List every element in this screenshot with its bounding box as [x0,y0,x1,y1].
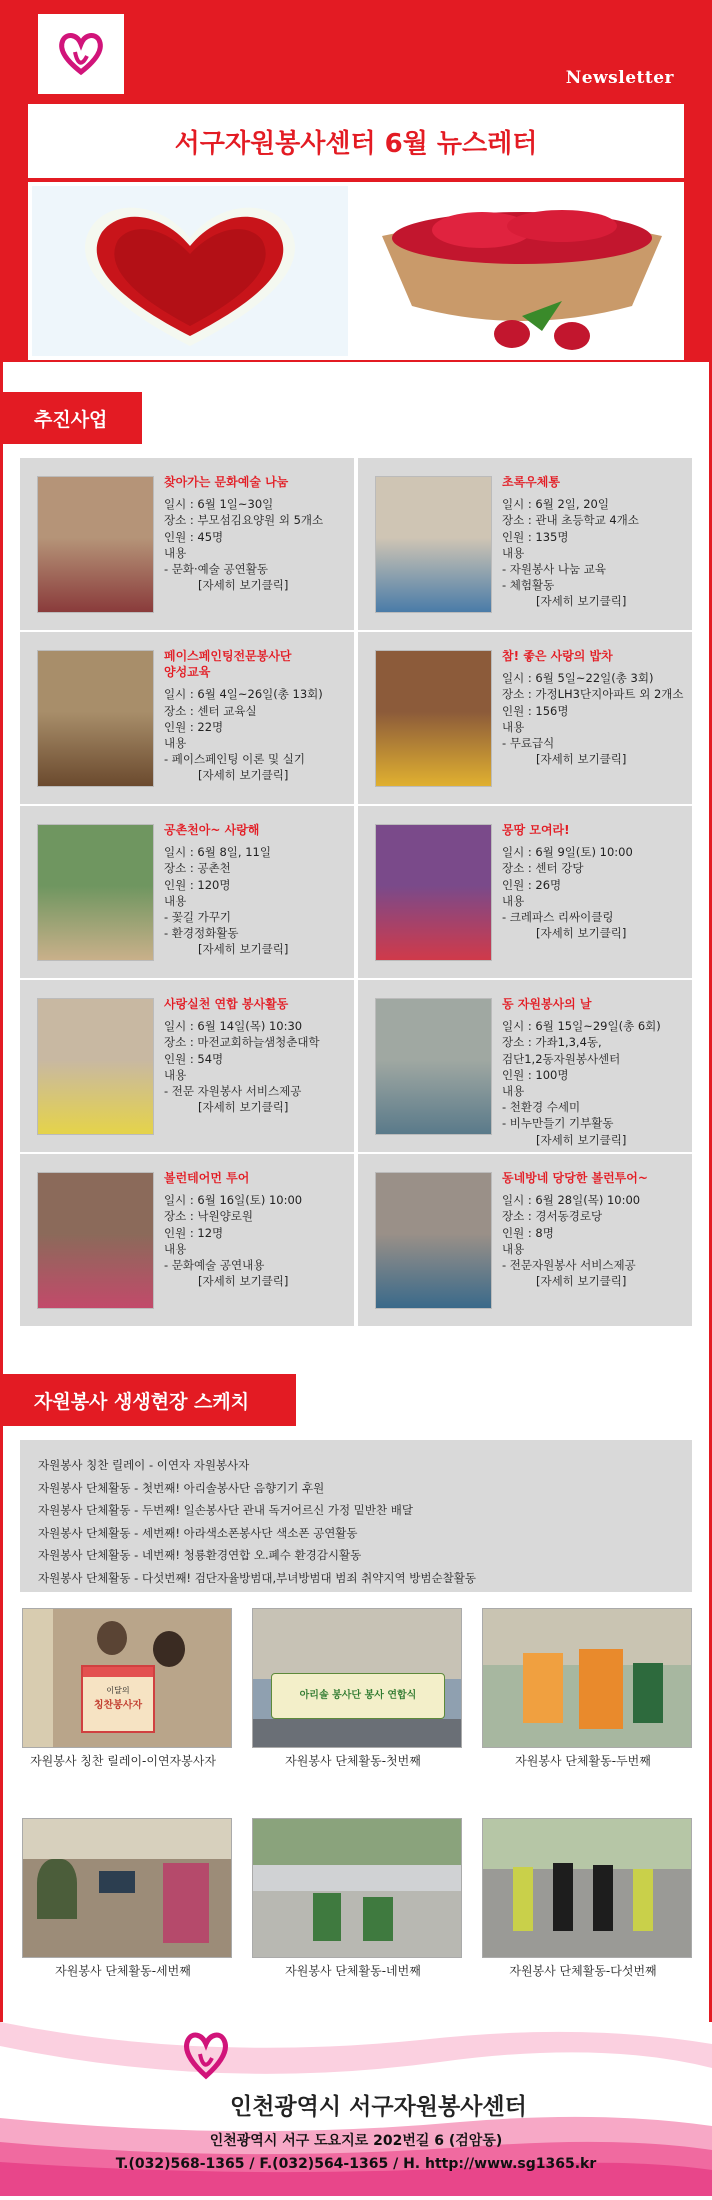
project-title: 사랑실천 연합 봉사활동 [164,997,289,1011]
project-text [164,822,348,958]
rose-heart-image [32,186,348,356]
list-item[interactable]: 자원봉사 단체활동 - 두번째! 일손봉사단 관내 독거어르신 가정 밑반찬 배달 [38,1503,413,1518]
hero-images [28,182,684,360]
project-text [502,1170,686,1289]
details-link[interactable]: [자세히 보기클릭] [536,752,627,767]
list-item[interactable]: 자원봉사 단체활동 - 세번째! 아라색소폰봉사단 색소폰 공연활동 [38,1525,358,1540]
list-item[interactable]: 자원봉사 단체활동 - 네번째! 청룡환경연합 오.폐수 환경감시활동 [38,1548,362,1563]
project-details: 일시 : 6월 1일~30일 장소 : 부모섬김요양원 외 5개소 인원 : 45명 내용 - 문화·예술 공연활동 [164,497,324,577]
project-photo[interactable] [37,476,154,613]
project-card [358,632,692,804]
footer-contact[interactable]: T.(032)568-1365 / F.(032)564-1365 / H. http://www.sg1365.kr [115,2156,597,2172]
sketch-list-box [20,1440,692,1592]
project-title: 몽땅 모여라! [502,823,570,837]
project-photo[interactable] [375,476,492,613]
footer-address: 인천광역시 서구 도요지로 202번길 6 (검암동) [209,2133,503,2149]
list-item[interactable]: 자원봉사 칭찬 릴레이 - 이연자 자원봉사자 [38,1458,250,1472]
project-text [164,474,348,593]
project-card [358,980,692,1152]
project-details: 일시 : 6월 5일~22일(총 3회) 장소 : 가정LH3단지아파트 외 2개소 인원 : 156명 내용 - 무료급식 [502,671,684,751]
details-link[interactable]: [자세히 보기클릭] [198,1274,289,1289]
project-photo[interactable] [375,1172,492,1309]
project-photo[interactable] [37,824,154,961]
praise-relay-photo[interactable] [22,1608,232,1748]
group-activity-4-photo[interactable] [252,1818,462,1958]
sketch-caption: 자원봉사 단체활동-네번째 [285,1964,421,1978]
praise-sign: 이달의 칭찬봉사자 [81,1665,155,1733]
project-photo[interactable] [375,998,492,1135]
sketch-caption: 자원봉사 칭찬 릴레이-이연자봉사자 [30,1754,216,1768]
banner: 아리솔 봉사단 봉사 연합식 [271,1673,445,1719]
project-card [358,1154,692,1326]
list-item[interactable]: 자원봉사 단체활동 - 첫번째! 아리솔봉사단 음향기기 후원 [38,1480,325,1495]
project-title: 공촌천아~ 사랑해 [164,823,260,837]
logo [38,14,124,94]
details-link[interactable]: [자세히 보기클릭] [198,578,289,593]
left-border [0,362,3,2022]
project-details: 일시 : 6월 15일~29일(총 6회) 장소 : 가좌1,3,4동, 검단1,2동자원봉사센터 인원 : 100명 내용 - 천환경 수세미 - 비누만들기 기부활동 [502,1019,661,1131]
title-bar [28,104,684,178]
project-card [20,632,354,804]
details-link[interactable]: [자세히 보기클릭] [198,768,289,783]
sketch-caption: 자원봉사 단체활동-두번째 [515,1754,651,1768]
footer-org-name: 인천광역시 서구자원봉사센터 [230,2094,527,2120]
project-text [502,474,686,610]
details-link[interactable]: [자세히 보기클릭] [536,926,627,941]
project-card [20,806,354,978]
project-photo[interactable] [37,650,154,787]
project-text [502,996,686,1148]
raspberry-bowl-image [362,186,680,356]
group-activity-3-photo[interactable] [22,1818,232,1958]
project-card [20,1154,354,1326]
project-text [164,648,348,784]
list-item[interactable]: 자원봉사 단체활동 - 다섯번째! 검단자율방범대,부녀방범대 범죄 취약지역 방범순찰활동 [38,1570,476,1585]
sketch-section-label: 자원봉사 생생현장 스케치 [0,1374,296,1426]
project-title: 동 자원봉사의 날 [502,997,592,1011]
project-details: 일시 : 6월 8일, 11일 장소 : 공촌천 인원 : 120명 내용 - 꽃길 가꾸기 - 환경정화활동 [164,845,271,941]
project-photo[interactable] [375,650,492,787]
sketch-caption: 자원봉사 단체활동-다섯번째 [509,1964,657,1978]
sketch-caption: 자원봉사 단체활동-첫번째 [285,1754,421,1768]
project-text [502,648,686,767]
project-details: 일시 : 6월 28일(목) 10:00 장소 : 경서동경로당 인원 : 8명 내용 - 전문자원봉사 서비스제공 [502,1193,641,1273]
details-link[interactable]: [자세히 보기클릭] [198,1100,289,1115]
project-title: 찾아가는 문화예술 나눔 [164,475,289,489]
project-details: 일시 : 6월 4일~26일(총 13회) 장소 : 센터 교육실 인원 : 22명 내용 - 페이스페인팅 이론 및 실기 [164,687,323,767]
project-card [358,458,692,630]
details-link[interactable]: [자세히 보기클릭] [198,942,289,957]
project-card [20,980,354,1152]
project-photo[interactable] [37,1172,154,1309]
project-text [164,996,348,1115]
project-card [358,806,692,978]
group-activity-5-photo[interactable] [482,1818,692,1958]
group-activity-2-photo[interactable] [482,1608,692,1748]
project-photo[interactable] [37,998,154,1135]
project-title: 초록우체통 [502,475,560,489]
project-text [502,822,686,941]
details-link[interactable]: [자세히 보기클릭] [536,594,627,609]
projects-section-label: 추진사업 [0,392,142,444]
project-details: 일시 : 6월 16일(토) 10:00 장소 : 낙원양로원 인원 : 12명 내용 - 문화예술 공연내용 [164,1193,303,1273]
project-photo[interactable] [375,824,492,961]
project-card [20,458,354,630]
project-title: 볼런테어먼 투어 [164,1171,250,1185]
page-title: 서구자원봉사센터 6월 뉴스레터 [174,128,538,159]
project-details: 일시 : 6월 14일(목) 10:30 장소 : 마전교회하늘샘청춘대학 인원 : 54명 내용 - 전문 자원봉사 서비스제공 [164,1019,320,1099]
project-details: 일시 : 6월 2일, 20일 장소 : 관내 초등학교 4개소 인원 : 135명 내용 - 자원봉사 나눔 교육 - 체험활동 [502,497,639,593]
details-link[interactable]: [자세히 보기클릭] [536,1132,627,1147]
heart-logo-icon [53,26,109,82]
project-text [164,1170,348,1289]
project-title: 동네방네 당당한 볼런투어~ [502,1171,648,1185]
group-activity-1-photo[interactable] [252,1608,462,1748]
sketch-list [20,1440,692,1590]
sketch-caption: 자원봉사 단체활동-세번째 [55,1964,191,1978]
project-title: 참! 좋은 사랑의 밥차 [502,649,613,663]
project-title: 페이스페인팅전문봉사단 양성교육 [164,649,292,680]
footer-heart-logo-icon [178,2026,234,2086]
project-details: 일시 : 6월 9일(토) 10:00 장소 : 센터 강당 인원 : 26명 내용 - 크레파스 리싸이클링 [502,845,633,925]
newsletter-label: Newsletter [565,68,674,88]
details-link[interactable]: [자세히 보기클릭] [536,1274,627,1289]
